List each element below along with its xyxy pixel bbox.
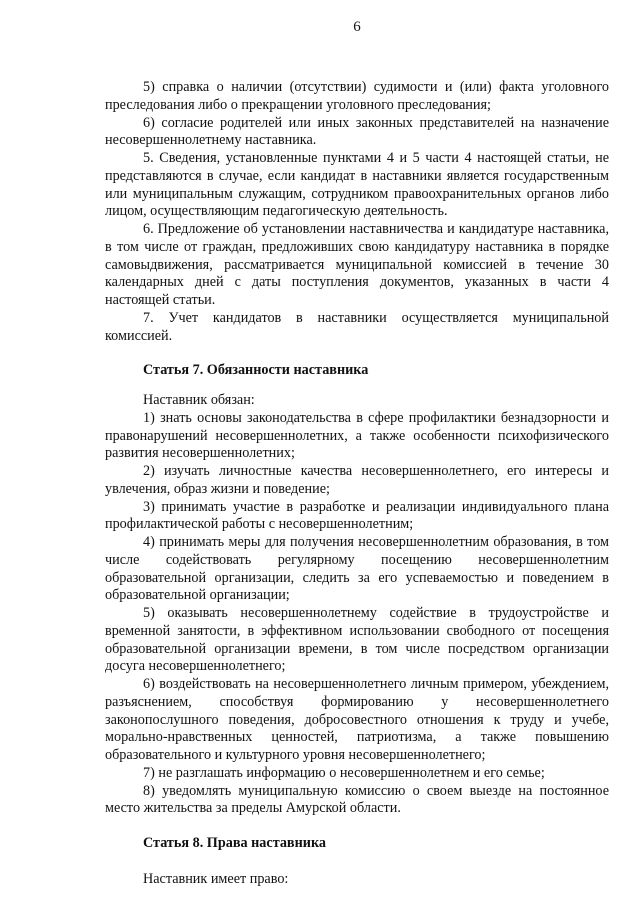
article-8-intro: Наставник имеет право: [143,870,289,887]
page-number: 6 [353,19,361,35]
paragraph-item-5-certificate: 5) справка о наличии (отсутствии) судимости и (или) факта уголовного преследования либо о прекращении уголовного преследования; [105,79,609,113]
paragraph-item-6-consent: 6) согласие родителей или иных законных представителей на назначение несовершеннолетнему наставника. [105,114,609,149]
paragraph-part-5: 5. Сведения, установленные пунктами 4 и 5 части 4 настоящей статьи, не представляются в случае, если кандидат в наставники является государственным или муниципальным служащим, сотрудником правоохранительных органов либо лицом, осуществляющим педагогическую деятельность. [105,150,609,220]
article-8-heading: Статья 8. Права наставника [143,835,326,851]
article-7-item-3: 3) принимать участие в разработке и реализации индивидуального плана профилактической работы с несовершеннолетним; [105,498,609,533]
article-7-item-2: 2) изучать личностные качества несовершеннолетнего, его интересы и увлечения, образ жизни и поведение; [105,463,609,497]
article-7-intro: Наставник обязан: [143,392,255,408]
article-7-heading: Статья 7. Обязанности наставника [143,362,369,379]
article-7-item-6: 6) воздействовать на несовершеннолетнего личным примером, убеждением, разъяснением, способствуя формированию у несовершеннолетнего законопослушного поведения, добросовестного отношения к труду и учебе, морально-нравственных ценностей, патриотизма, а также повышению образовательного и культурного уровня несовершеннолетнего; [105,676,609,763]
paragraph-part-6: 6. Предложение об установлении наставничества и кандидатуре наставника, в том числе от граждан, предложивших свою кандидатуру наставника в порядке самовыдвижения, рассматривается муниципальной комиссией в течение 30 календарных дней с даты поступления документов, указанных в части 4 настоящей статьи. [105,221,609,308]
article-7-item-8: 8) уведомлять муниципальную комиссию о своем выезде на постоянное место жительства за пределы Амурской области. [105,782,609,817]
document-body [105,79,609,889]
article-7-item-4: 4) принимать меры для получения несовершеннолетним образования, в том числе содействовать регулярному посещению несовершеннолетним образовательной организации, следить за его успеваемостью и поведением в образовательной организации; [105,534,609,604]
article-7-item-5: 5) оказывать несовершеннолетнему содействие в трудоустройстве и временной занятости, в эффективном использовании свободного от посещения образовательной организации времени, в том числе посредством организации досуга несовершеннолетнего; [105,605,609,675]
article-7-item-7: 7) не разглашать информацию о несовершеннолетнем и его семье; [143,764,545,781]
article-7-item-1: 1) знать основы законодательства в сфере профилактики безнадзорности и правонарушений несовершеннолетних, а также особенности психофизического развития несовершеннолетних; [105,409,609,462]
paragraph-part-7: 7. Учет кандидатов в наставники осуществляется муниципальной комиссией. [105,309,609,344]
